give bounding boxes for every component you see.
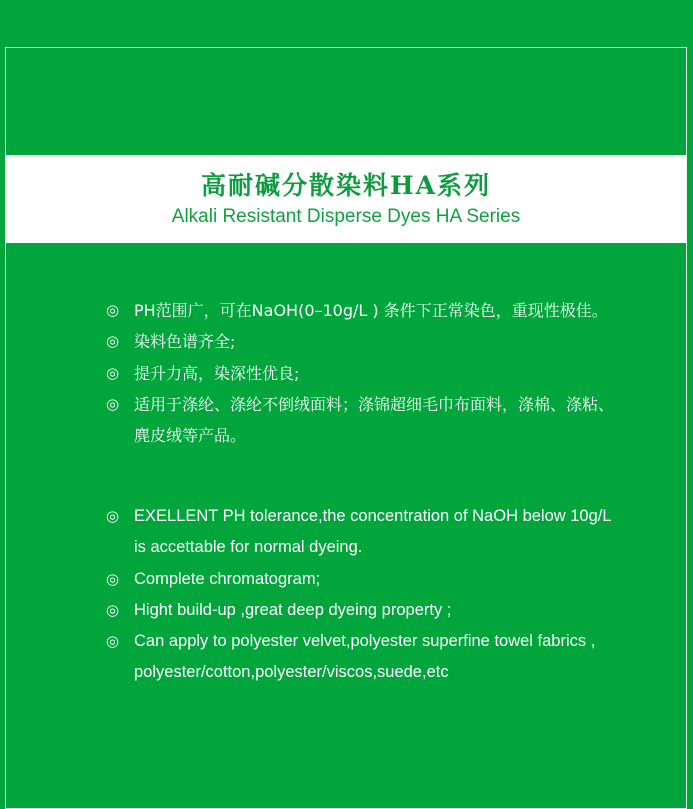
item-text: PH范围广，可在NaOH(0–10g/L ) 条件下正常染色，重现性极佳。	[134, 301, 608, 320]
feature-list-english	[106, 501, 626, 689]
title-english: Alkali Resistant Disperse Dyes HA Series	[171, 206, 521, 227]
list-item	[106, 326, 626, 357]
double-circle-icon: ◎	[106, 601, 120, 619]
list-item	[106, 389, 626, 452]
item-text: Complete chromatogram;	[134, 569, 321, 588]
list-item	[106, 626, 626, 689]
double-circle-icon: ◎	[106, 508, 120, 525]
list-item	[106, 595, 626, 626]
double-circle-icon: ◎	[106, 633, 120, 651]
item-text: Hight build-up ,great deep dyeing property ;	[134, 600, 452, 619]
double-circle-icon: ◎	[106, 332, 120, 351]
item-text: Can apply to polyester velvet,polyester superfine towel fabrics , polyester/cotton,polyester/viscos,suede,etc	[134, 632, 596, 682]
double-circle-icon: ◎	[106, 301, 120, 319]
item-text: 适用于涤纶、涤纶不倒绒面料；涤锦超细毛巾布面料，涤棉、涤粘、麂皮绒等产品。	[134, 394, 615, 446]
feature-list-chinese	[106, 295, 626, 451]
list-item	[106, 564, 626, 595]
item-text: EXELLENT PH tolerance,the concentration of NaOH below 10g/L is accettable for normal dyeing.	[134, 507, 611, 557]
title-chinese: 高耐碱分散染料HA系列	[200, 171, 492, 200]
title-band	[6, 155, 686, 243]
double-circle-icon: ◎	[106, 394, 120, 413]
double-circle-icon: ◎	[106, 363, 120, 382]
list-item	[106, 358, 626, 389]
list-item	[106, 501, 626, 564]
item-text: 染料色谱齐全;	[134, 332, 236, 352]
item-text: 提升力高，染深性优良;	[134, 363, 300, 383]
list-item	[106, 295, 626, 326]
double-circle-icon: ◎	[106, 570, 120, 588]
